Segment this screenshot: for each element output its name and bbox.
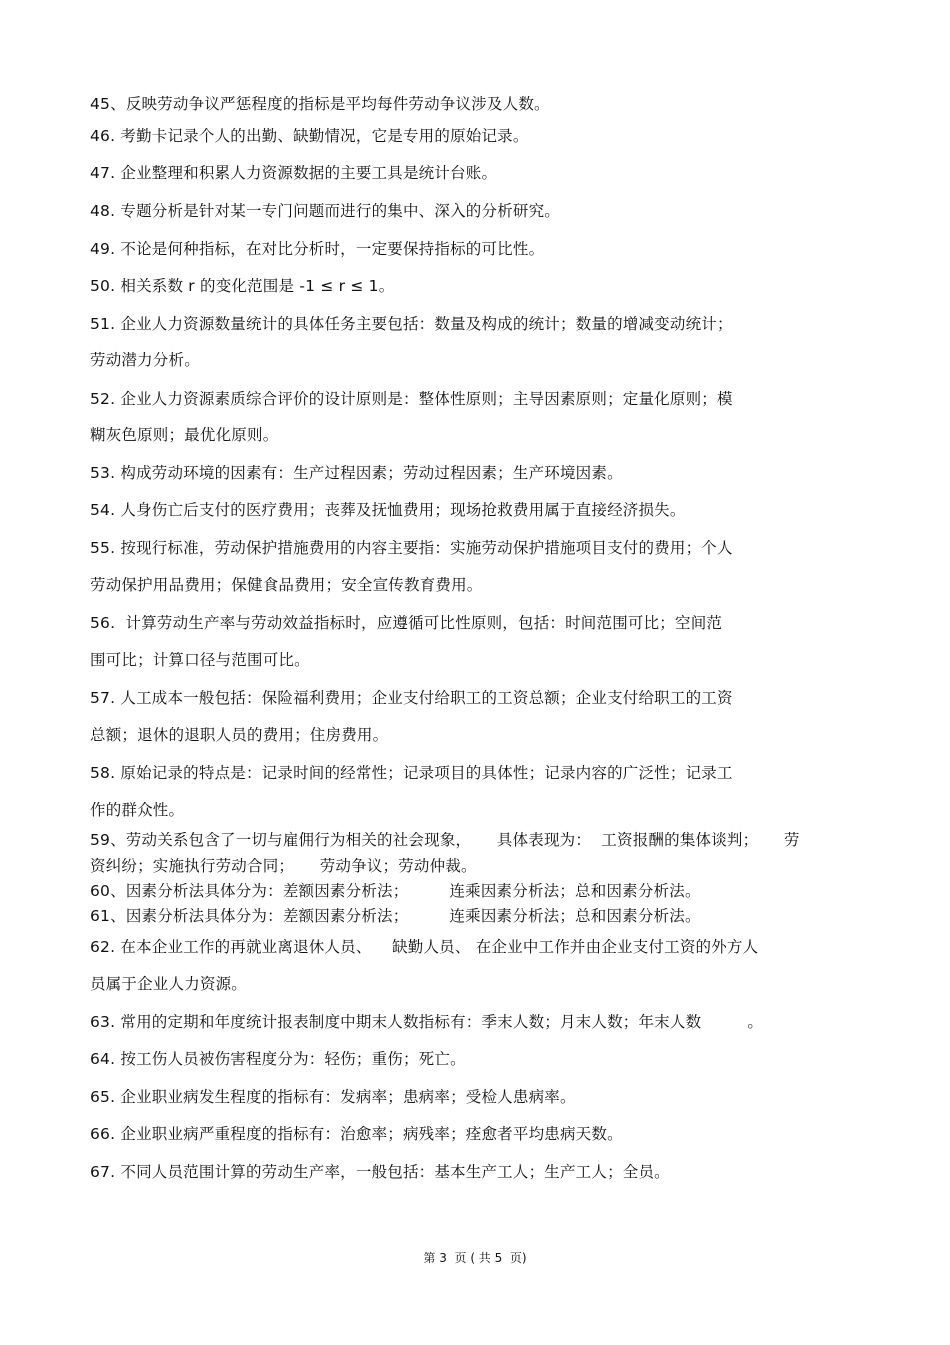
text-line-60: 60、因素分析法具体分为：差额因素分析法； 连乘因素分析法；总和因素分析法。 [90,882,701,900]
text-line-65: 65. 企业职业病发生程度的指标有：发病率；患病率；受检人患病率。 [90,1088,576,1106]
text-line-58: 58. 原始记录的特点是：记录时间的经常性；记录项目的具体性；记录内容的广泛性；记录工 [90,764,733,782]
text-line-59-cont: 资纠纷；实施执行劳动合同； 劳动争议；劳动仲裁。 [90,857,477,875]
text-line-67: 67. 不同人员范围计算的劳动生产率，一般包括：基本生产工人；生产工人；全员。 [90,1163,670,1181]
text-line-56: 56. 计算劳动生产率与劳动效益指标时，应遵循可比性原则，包括：时间范围可比；空间范 [90,614,723,632]
text-line-46: 46. 考勤卡记录个人的出勤、缺勤情况，它是专用的原始记录。 [90,127,529,145]
text-line-47: 47. 企业整理和积累人力资源数据的主要工具是统计台账。 [90,164,498,182]
text-line-55-cont: 劳动保护用品费用；保健食品费用；安全宣传教育费用。 [90,576,483,594]
text-line-53: 53. 构成劳动环境的因素有：生产过程因素；劳动过程因素；生产环境因素。 [90,464,623,482]
text-line-50: 50. 相关系数 r 的变化范围是 -1 ≤ r ≤ 1。 [90,277,395,295]
text-line-58-cont: 作的群众性。 [90,801,185,819]
text-line-48: 48. 专题分析是针对某一专门问题而进行的集中、深入的分析研究。 [90,202,560,220]
text-line-52-cont: 糊灰色原则；最优化原则。 [90,426,279,444]
text-line-66: 66. 企业职业病严重程度的指标有：治愈率；病残率；痊愈者平均患病天数。 [90,1125,623,1143]
text-line-51: 51. 企业人力资源数量统计的具体任务主要包括：数量及构成的统计；数量的增减变动统计； [90,315,733,333]
text-line-59: 59、劳动关系包含了一切与雇佣行为相关的社会现象， 具体表现为： 工资报酬的集体谈判； 劳 [90,831,800,849]
text-line-57-cont: 总额；退休的退职人员的费用；住房费用。 [90,726,389,744]
text-line-52: 52. 企业人力资源素质综合评价的设计原则是：整体性原则；主导因素原则；定量化原则；模 [90,390,733,408]
text-line-56-cont: 围可比；计算口径与范围可比。 [90,651,310,669]
page-number-footer: 第 3 页 ( 共 5 页) [423,1251,527,1265]
text-line-45: 45、反映劳动争议严惩程度的指标是平均每件劳动争议涉及人数。 [90,95,550,113]
text-line-49: 49. 不论是何种指标，在对比分析时，一定要保持指标的可比性。 [90,240,545,258]
text-line-63: 63. 常用的定期和年度统计报表制度中期末人数指标有：季末人数；月末人数；年末人数 。 [90,1013,764,1031]
text-line-57: 57. 人工成本一般包括：保险福利费用；企业支付给职工的工资总额；企业支付给职工的工资 [90,689,733,707]
text-line-61: 61、因素分析法具体分为：差额因素分析法； 连乘因素分析法；总和因素分析法。 [90,907,701,925]
text-line-64: 64. 按工伤人员被伤害程度分为：轻伤；重伤；死亡。 [90,1050,466,1068]
text-line-51-cont: 劳动潜力分析。 [90,351,200,369]
text-line-55: 55. 按现行标准，劳动保护措施费用的内容主要指：实施劳动保护措施项目支付的费用；个人 [90,539,733,557]
text-line-54: 54. 人身伤亡后支付的医疗费用；丧葬及抚恤费用；现场抢救费用属于直接经济损失。 [90,501,686,519]
text-line-62: 62. 在本企业工作的再就业离退休人员、 缺勤人员、 在企业中工作并由企业支付工资的外方人 [90,938,759,956]
text-line-62-cont: 员属于企业人力资源。 [90,975,248,993]
